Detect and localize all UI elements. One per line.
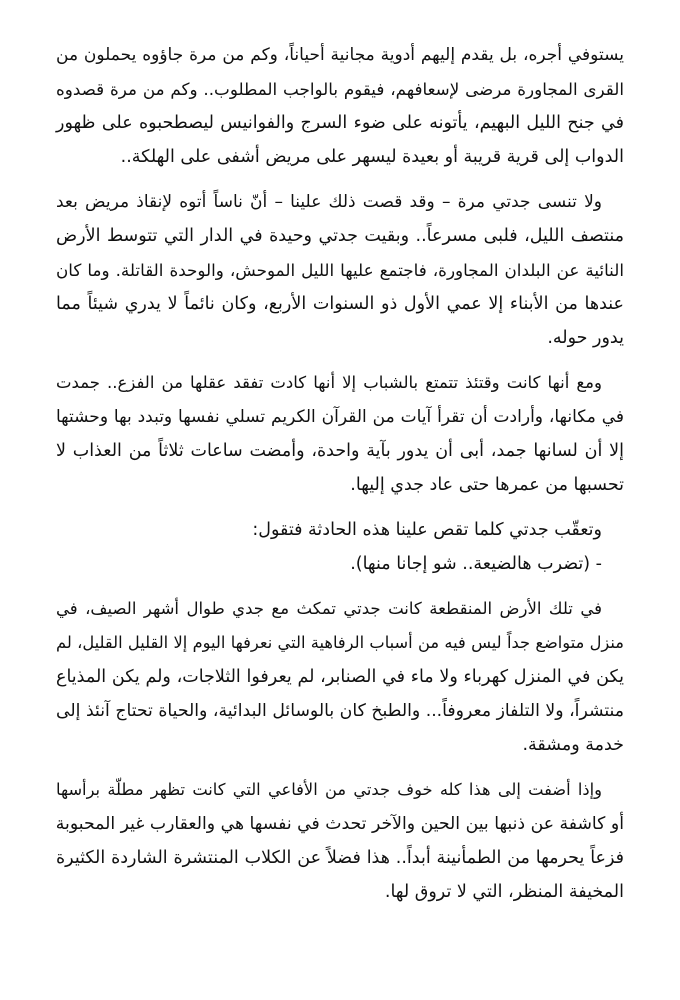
text-line: يستوفي أجره، بل يقدم إليهم أدوية مجانية أحياناً، وكم من مرة جاؤوه يحملون من bbox=[56, 45, 624, 65]
paragraph-6 bbox=[56, 773, 624, 909]
dialogue-line bbox=[56, 547, 624, 581]
text-line: الدواب إلى قرية قريبة أو بعيدة ليسهر على مريض أشفى على الهلكة.. bbox=[120, 147, 624, 167]
text-line: أو كاشفة عن ذنبها بين الحين والآخر تحدث في نفسها هي والعقارب غير المحبوبة bbox=[55, 814, 624, 834]
text-line: يكن في المنزل كهرباء ولا ماء في الصنابر، لم يعرفوا الثلاجات، ولم يكن المذياع bbox=[56, 667, 624, 687]
text-line: القرى المجاورة مرضى لإسعافهم، فيقوم بالواجب المطلوب.. وكم من مرة قصدوه bbox=[56, 79, 624, 99]
text-line: عندها من الأبناء إلا عمي الأول ذو السنوات الأربع، وكان نائماً لا يدري شيئاً مما bbox=[56, 294, 624, 314]
text-line: المخيفة المنظر، التي لا تروق لها. bbox=[384, 882, 624, 902]
paragraph-3 bbox=[56, 366, 624, 502]
paragraph-2 bbox=[56, 185, 624, 355]
text-line: منتصف الليل، فلبى مسرعاً.. وبقيت جدتي وحيدة في الدار التي تتوسط الأرض bbox=[56, 226, 624, 246]
paragraph-5 bbox=[56, 592, 624, 762]
text-line: تحسبها من عمرها حتى عاد جدي إليها. bbox=[350, 475, 624, 495]
document-page bbox=[56, 38, 624, 920]
paragraph-1 bbox=[56, 38, 624, 174]
text-line: - (تضرب هالضيعة.. شو إجانا منها). bbox=[350, 554, 602, 574]
text-line: في مكانها، وأرادت أن تقرأ آيات من القرآن الكريم تسلي نفسها وتبدد بها وحشتها bbox=[56, 407, 624, 427]
paragraph-4 bbox=[56, 513, 624, 547]
text-line: إلا أن لسانها جمد، أبى أن يدور بآية واحدة، وأمضت ساعات ثلاثاً من العذاب لا bbox=[56, 441, 624, 461]
text-line: وإذا أضفت إلى هذا كله خوف جدتي من الأفاعي التي كانت تظهر مطلّة برأسها bbox=[56, 780, 602, 799]
text-line: منزل متواضع جداً ليس فيه من أسباب الرفاهية التي نعرفها اليوم إلا القليل القليل، لم bbox=[56, 633, 624, 652]
text-line: منتشراً، ولا التلفاز معروفاً... والطبخ كان بالوسائل البدائية، والحياة تحتاج آنئذ إلى bbox=[56, 701, 624, 721]
text-line: ومع أنها كانت وقتئذ تتمتع بالشباب إلا أنها كادت تفقد عقلها من الفزع.. جمدت bbox=[56, 373, 602, 392]
text-line: في تلك الأرض المنقطعة كانت جدتي تمكث مع جدي طوال أشهر الصيف، في bbox=[56, 599, 602, 618]
text-line: وتعقّب جدتي كلما تقص علينا هذه الحادثة فتقول: bbox=[252, 520, 602, 540]
text-line: في جنح الليل البهيم، يأتونه على ضوء السرج والفوانيس ليصطحبوه على ظهور bbox=[56, 113, 624, 133]
text-line: خدمة ومشقة. bbox=[522, 735, 624, 755]
text-line: ولا تنسى جدتي مرة – وقد قصت ذلك علينا – أنّ ناساً أتوه لإنقاذ مريض بعد bbox=[56, 192, 602, 212]
text-line: يدور حوله. bbox=[547, 328, 624, 348]
text-line: النائية عن البلدان المجاورة، فاجتمع عليها الليل الموحش، والوحدة القاتلة. وما كان bbox=[56, 260, 624, 280]
text-line: فزعاً يحرمها من الطمأنينة أبداً.. هذا فضلاً عن الكلاب المنتشرة الشاردة الكثيرة bbox=[56, 848, 624, 868]
